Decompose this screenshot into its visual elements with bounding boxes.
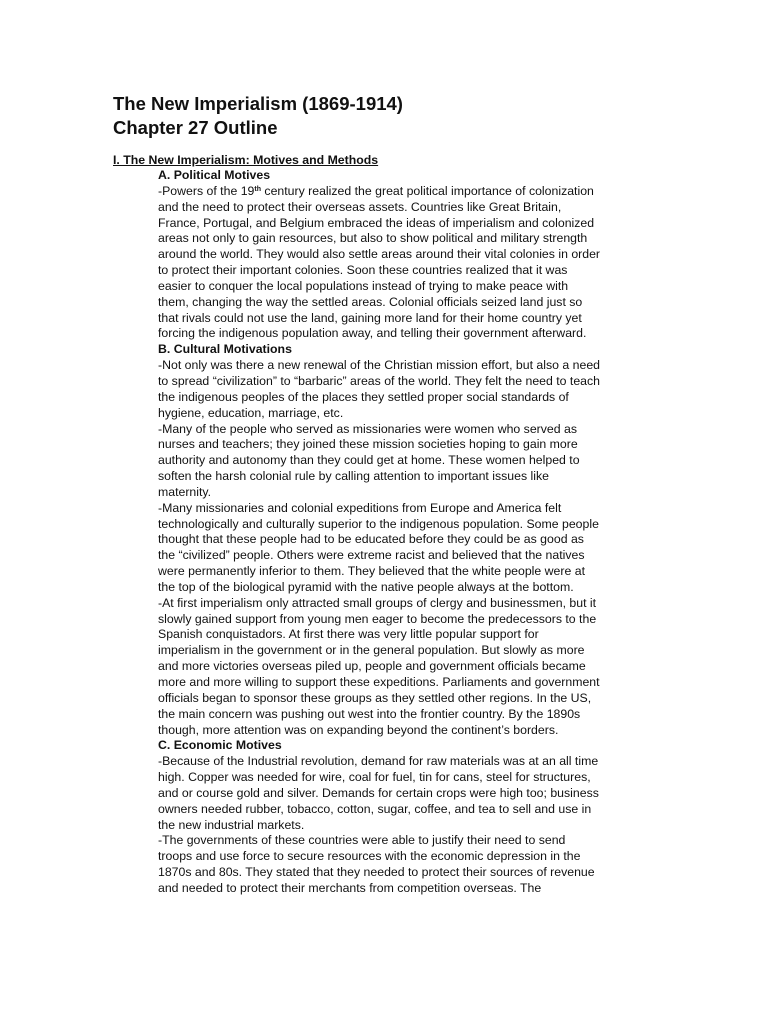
- text-line: easier to conquer the local populations instead of trying to make peace with: [158, 278, 569, 293]
- paragraph: [158, 358, 658, 421]
- text-line: officials began to sponsor these groups as they settled other regions. In the US,: [158, 690, 592, 705]
- subheading-economic-motives: C. Economic Motives: [158, 738, 282, 753]
- text-line: them, changing the way the settled areas. Colonial officials seized land just so: [158, 294, 583, 309]
- text-line: -Powers of the 19th century realized the great political importance of colonization: [158, 183, 594, 198]
- text-line: technologically and culturally superior to the indigenous population. Some people: [158, 516, 599, 531]
- paragraph: [158, 596, 658, 739]
- text-line: to spread “civilization” to “barbaric” areas of the world. They felt the need to teach: [158, 373, 601, 388]
- text-line: the top of the biological pyramid with the native people always at the bottom.: [158, 579, 574, 594]
- text-line: maternity.: [158, 484, 212, 499]
- text-line: Spanish conquistadors. At first there was very little popular support for: [158, 627, 539, 642]
- text-line: soften the harsh colonial rule by calling attention to important issues like: [158, 469, 549, 484]
- text-line: more and more willing to support these expeditions. Parliaments and government: [158, 675, 600, 689]
- paragraph: [158, 422, 658, 501]
- title-line-1: The New Imperialism (1869-1914): [113, 93, 403, 114]
- text-line: the main concern was pushing out west into the frontier country. By the 1890s: [158, 706, 581, 721]
- text-line: areas not only to gain resources, but also to show political and military strength: [158, 231, 588, 246]
- text-line: slowly gained support from young men eager to become the predecessors to the: [158, 611, 597, 626]
- text-line: the new industrial markets.: [158, 817, 305, 832]
- text-line: and or course gold and silver. Demands for certain crops were high too; business: [158, 785, 599, 800]
- text-line: -The governments of these countries were able to justify their need to send: [158, 833, 566, 848]
- text-line: around the world. They would also settle areas around their vital colonies in order: [158, 247, 601, 262]
- text-line: to protect their important colonies. Soon these countries realized that it was: [158, 263, 568, 278]
- paragraph: [158, 833, 658, 896]
- text-line: high. Copper was needed for wire, coal for fuel, tin for cans, steel for structures,: [158, 770, 591, 785]
- text-line: the “civilized” people. Others were extreme racist and believed that the natives: [158, 548, 585, 563]
- text-line: owners needed rubber, tobacco, cotton, sugar, coffee, and tea to sell and use in: [158, 801, 592, 816]
- text-line: and more victories overseas piled up, people and government officials became: [158, 659, 586, 674]
- paragraph: [158, 184, 658, 342]
- text-line: 1870s and 80s. They stated that they needed to protect their sources of revenue: [158, 865, 595, 880]
- text-line: imperialism in the government or in the general population. But slowly as more: [158, 643, 585, 658]
- text-line: the indigenous peoples of the places they settled proper social standards of: [158, 389, 569, 404]
- text-line: hygiene, education, marriage, etc.: [158, 405, 344, 420]
- ordinal-superscript: th: [254, 185, 261, 193]
- text-line: -Because of the Industrial revolution, demand for raw materials was at an all time: [158, 754, 599, 769]
- text-line: were permanently inferior to them. They believed that the white people were at: [158, 564, 585, 579]
- text-line: authority and autonomy than they could get at home. These women helped to: [158, 453, 580, 468]
- text-line: thought that these people had to be educated before they could be as good as: [158, 532, 584, 547]
- section-heading: I. The New Imperialism: Motives and Methods: [113, 153, 379, 167]
- text-line: though, more attention was on expanding beyond the continent’s borders.: [158, 722, 559, 737]
- text-line: troops and use force to secure resources with the economic depression in the: [158, 849, 581, 864]
- outline-body: [158, 168, 658, 897]
- text-line: -Many of the people who served as missionaries were women who served as: [158, 421, 577, 436]
- text-line: -At first imperialism only attracted small groups of clergy and businessmen, but it: [158, 595, 597, 610]
- subheading-political-motives: A. Political Motives: [158, 168, 271, 182]
- text-line: that rivals could not use the land, gaining more land for their home country yet: [158, 310, 582, 325]
- text-line: France, Portugal, and Belgium embraced the ideas of imperialism and colonized: [158, 215, 595, 230]
- title-line-2: Chapter 27 Outline: [113, 117, 278, 138]
- text-line: forcing the indigenous population away, and telling their government afterward.: [158, 326, 587, 341]
- paragraph: [158, 501, 658, 596]
- text-line: and the need to protect their overseas assets. Countries like Great Britain,: [158, 199, 562, 214]
- paragraph: [158, 754, 658, 833]
- text-line: and needed to protect their merchants from competition overseas. The: [158, 880, 542, 895]
- text-line: nurses and teachers; they joined these mission societies hoping to gain more: [158, 437, 578, 452]
- document-title: [113, 92, 673, 140]
- subheading-cultural-motivations: B. Cultural Motivations: [158, 342, 292, 357]
- text-line: -Many missionaries and colonial expeditions from Europe and America felt: [158, 500, 562, 515]
- text-line: -Not only was there a new renewal of the Christian mission effort, but also a need: [158, 358, 601, 373]
